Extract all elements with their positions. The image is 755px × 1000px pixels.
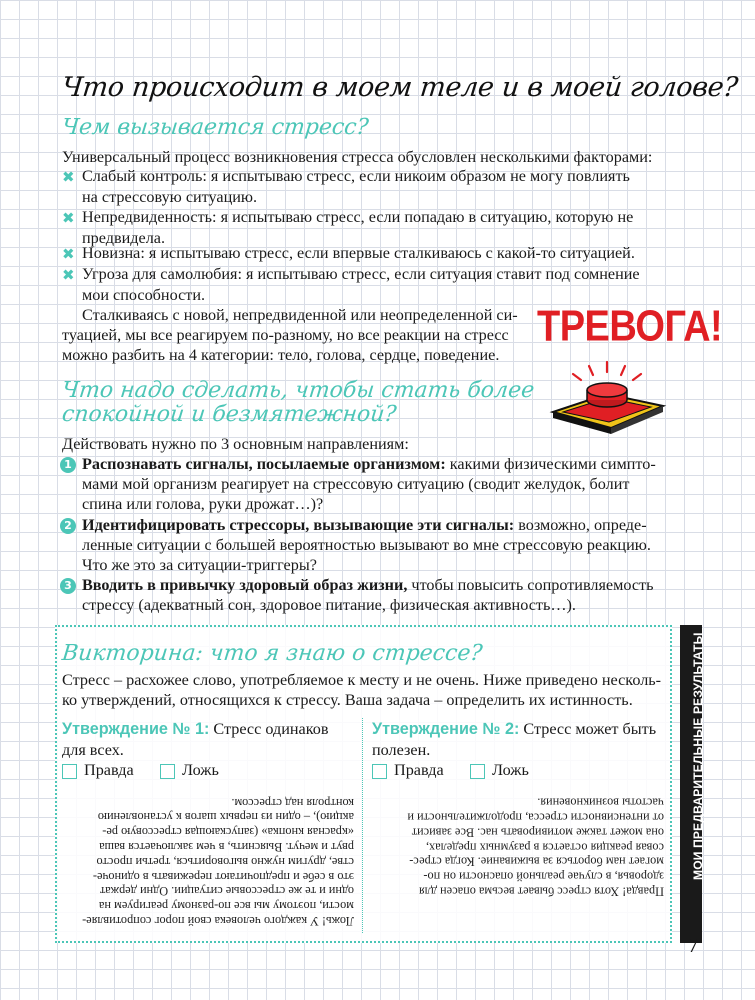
action-1-line-2: мами мой организм реагирует на стрессовую ситуацию (сводит желудок, болит <box>82 475 630 493</box>
number-2-badge: 2 <box>60 518 76 534</box>
quiz-intro-line-1: Стресс – расхожее слово, употребляемое к месту и не очень. Ниже приведено несколь- <box>62 671 662 689</box>
page-number: 7 <box>688 932 699 957</box>
statement-1-line-2: для всех. <box>62 741 124 759</box>
bullet-2-line-2: предвидела. <box>82 229 166 247</box>
action-2-line-1: Идентифицировать стрессоры, вызывающие эти сигналы: возможно, опреде- <box>82 516 647 534</box>
statement-1-true-checkbox[interactable] <box>62 764 77 779</box>
para-line-2: туацией, мы все реагируем по-разному, но все реакции на стресс <box>62 326 509 344</box>
causes-intro: Универсальный процесс возникновения стресса обусловлен несколькими факторами: <box>62 148 653 166</box>
bullet-4-line-2: мои способности. <box>82 286 206 304</box>
bullet-2-line-1: Непредвиденность: я испытываю стресс, если попадаю в ситуацию, которую не <box>82 208 634 226</box>
column-divider <box>362 718 363 933</box>
x-bullet-icon: ✖ <box>62 209 75 227</box>
bullet-1-line-1: Слабый контроль: я испытываю стресс, если никоим образом не могу повлиять <box>82 167 630 185</box>
quiz-intro-line-2: ко утверждений, относящихся к стрессу. Ваша задача – определить их истинность. <box>62 691 633 709</box>
number-3-badge: 3 <box>60 578 76 594</box>
answer-1-upside-down: Ложь! У каждого человека свой порог сопротивляе- мости, поэтому мы все по-разному реагируем на одни и те же стрессовые ситуации. Одни держат это в себе и предпочитают переживать в одиноче- стве, другим нужно выговориться, третьи просто рвут и мечут. Выяснить, в чем заключается ваша «красная кнопка» (запускающая стрессовую ре- акцию), – один из первых шагов к установлению контроля над стрессом. <box>82 795 354 929</box>
number-1-badge: 1 <box>60 457 76 473</box>
action-2-line-2: ленные ситуации с большей вероятностью вызывают во мне стрессовую реакцию. <box>82 536 651 554</box>
alarm-heading: ТРЕВОГА! <box>537 302 723 352</box>
side-tab-label: МОИ ПРЕДВАРИТЕЛЬНЫЕ РЕЗУЛЬТАТЫ <box>691 632 705 880</box>
statement-1-true-label: Правда <box>84 761 134 779</box>
bullet-1-line-2: на стрессовую ситуацию. <box>82 188 258 206</box>
x-bullet-icon: ✖ <box>62 245 75 263</box>
statement-2-false-label: Ложь <box>492 761 529 779</box>
section-heading-causes: Чем вызывается стресс? <box>60 115 370 140</box>
statement-2-true-checkbox[interactable] <box>372 764 387 779</box>
actions-intro: Действовать нужно по 3 основным направлениям: <box>62 435 409 453</box>
action-3-line-1: Вводить в привычку здоровый образ жизни, чтобы повысить сопротивляемость <box>82 576 654 594</box>
para-line-3: можно разбить на 4 категории: тело, голова, сердце, поведение. <box>62 346 500 364</box>
section-heading-actions-2: спокойной и безмятежной? <box>60 402 398 427</box>
action-1-line-1: Распознавать сигналы, посылаемые организмом: какими физическими симпто- <box>82 455 656 473</box>
action-1-line-3: спина или голова, руки дрожат…)? <box>82 495 324 513</box>
statement-1-false-checkbox[interactable] <box>160 764 175 779</box>
alarm-button-icon <box>545 360 670 435</box>
x-bullet-icon: ✖ <box>62 266 75 284</box>
statement-2-false-checkbox[interactable] <box>470 764 485 779</box>
para-line-1: Сталкиваясь с новой, непредвиденной или неопределенной си- <box>82 306 518 324</box>
statement-1: Утверждение № 1: Стресс одинаков <box>62 720 329 738</box>
section-heading-actions-1: Что надо сделать, чтобы стать более <box>60 378 536 403</box>
action-3-line-2: стрессу (адекватный сон, здоровое питание, физическая активность…). <box>82 596 576 614</box>
statement-1-false-label: Ложь <box>182 761 219 779</box>
page-title: Что происходит в моем теле и в моей голове? <box>60 72 740 103</box>
bullet-3-line-1: Новизна: я испытываю стресс, если впервые сталкиваюсь с какой-то ситуацией. <box>82 244 635 262</box>
x-bullet-icon: ✖ <box>62 168 75 186</box>
bullet-4-line-1: Угроза для самолюбия: я испытываю стресс, если ситуация ставит под сомнение <box>82 265 640 283</box>
action-2-line-3: Что же это за ситуации-триггеры? <box>82 556 317 574</box>
quiz-heading: Викторина: что я знаю о стрессе? <box>60 641 484 666</box>
statement-2-line-2: полезен. <box>372 741 431 759</box>
statement-2-true-label: Правда <box>394 761 444 779</box>
statement-2: Утверждение № 2: Стресс может быть <box>372 720 657 738</box>
answer-2-upside-down: Правда! Хотя стресс бывает весьма опасен для здоровья, в случае реальной опасности он по- могает нам бороться за выживание. Когда стрес- совая реакция остается в разумных пределах, она может также мотивировать нас. Все зависит от интенсивности стресса, продолжительности и частоты возникновения. <box>407 795 664 899</box>
